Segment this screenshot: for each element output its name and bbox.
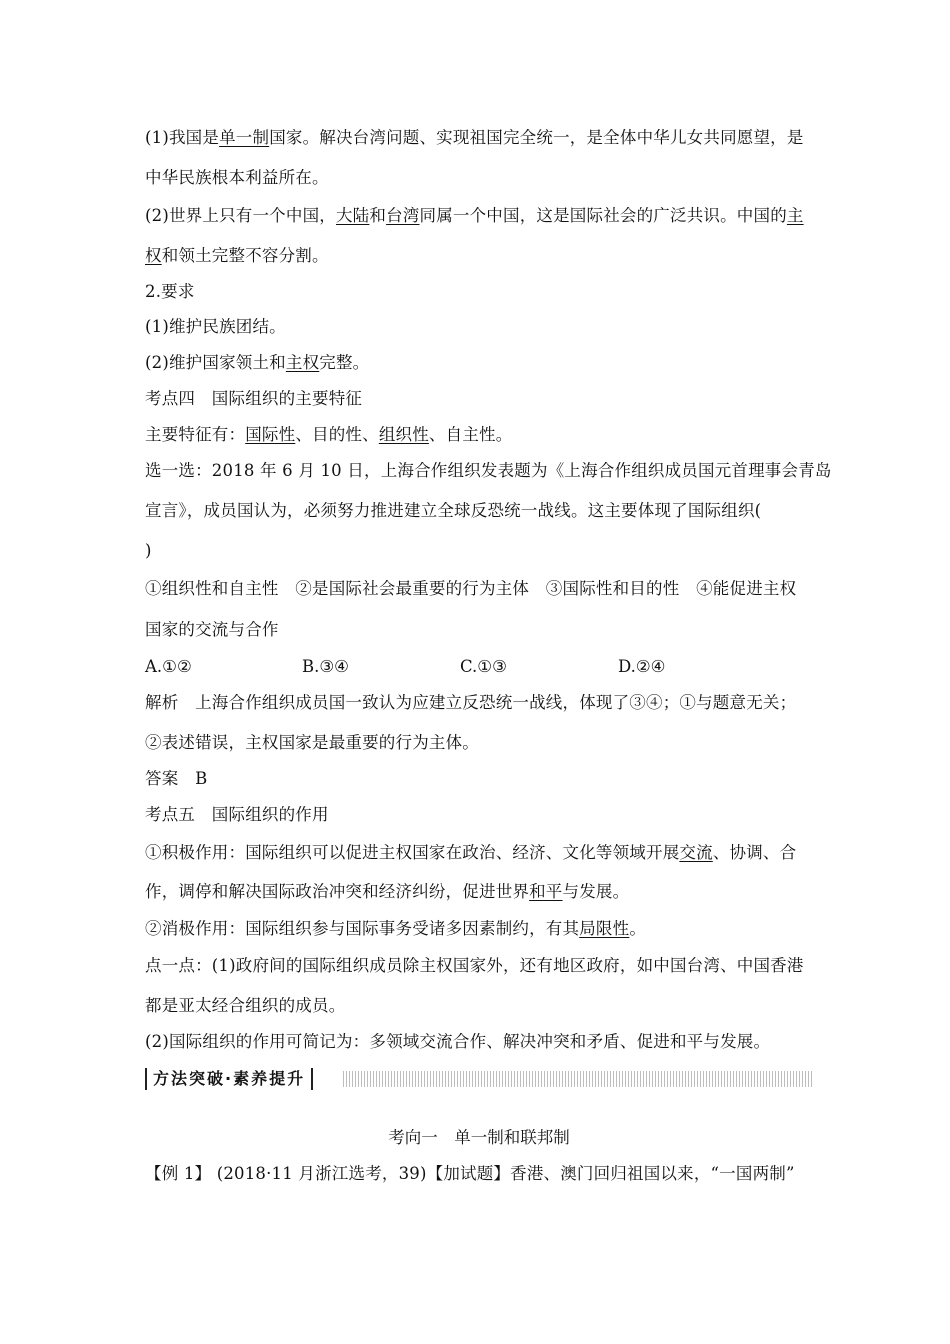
paragraph-line: (1)维护民族团结。	[145, 317, 286, 336]
option-c: C.①③	[460, 657, 507, 676]
text: 主要特征有：	[145, 425, 246, 444]
question-line: 国家的交流与合作	[145, 620, 279, 639]
text: 和	[369, 206, 387, 225]
text: 同属一个中国，这是国际社会的广泛共识。中国的	[419, 206, 787, 225]
note-line: 点一点：(1)政府间的国际组织成员除主权国家外，还有地区政府，如中国台湾、中国香港	[145, 956, 804, 975]
paragraph-line	[145, 881, 629, 903]
option-d: D.②④	[618, 657, 666, 676]
paragraph-line	[145, 352, 369, 374]
paragraph-line	[145, 205, 804, 227]
text: 、自主性。	[428, 425, 513, 444]
section-heading: 2.要求	[145, 282, 195, 301]
text: 、目的性、	[295, 425, 379, 444]
underlined-answer: 大陆	[335, 206, 370, 225]
underlined-answer: 国际性	[245, 425, 296, 444]
question-line: 宣言》，成员国认为，必须努力推进建立全球反恐统一战线。这主要体现了国际组织(	[145, 501, 762, 520]
text: ②消极作用：国际组织参与国际事务受诸多因素制约，有其	[145, 919, 580, 938]
text: (2)世界上只有一个中国，	[145, 206, 336, 225]
paragraph-line	[145, 842, 796, 864]
topic-heading: 考点五 国际组织的作用	[145, 805, 329, 824]
underlined-answer: 交流	[679, 843, 713, 862]
topic-heading: 考点四 国际组织的主要特征	[145, 389, 363, 408]
answer-line: 答案 B	[145, 769, 208, 788]
text: ①积极作用：国际组织可以促进主权国家在政治、经济、文化等领域开展	[145, 843, 680, 862]
text: 。	[629, 919, 647, 938]
paragraph-line	[145, 424, 512, 446]
paragraph-line	[145, 918, 646, 940]
underlined-answer: 主权	[285, 353, 320, 372]
text: 与发展。	[562, 882, 630, 901]
option-a: A.①②	[145, 657, 192, 676]
text: 完整。	[319, 353, 370, 372]
paragraph-line	[145, 245, 329, 267]
section-banner	[145, 1068, 813, 1090]
analysis-line: 解析 上海合作组织成员国一致认为应建立反恐统一战线，体现了③④；①与题意无关；	[145, 693, 797, 712]
paragraph-line	[145, 127, 804, 149]
example-line: 【例 1】 (2018·11 月浙江选考，39)【加试题】香港、澳门回归祖国以来，“一国两制”	[145, 1164, 795, 1183]
question-line: )	[145, 541, 152, 560]
underlined-answer: 局限性	[579, 919, 630, 938]
text: (1)我国是	[145, 128, 220, 147]
banner-hatch	[343, 1071, 813, 1087]
underlined-answer: 组织性	[378, 425, 429, 444]
underlined-answer: 主	[786, 206, 804, 225]
note-line: (2)国际组织的作用可简记为：多领域交流合作、解决冲突和矛盾、促进和平与发展。	[145, 1032, 771, 1051]
underlined-answer: 权	[145, 246, 162, 265]
text: 作，调停和解决国际政治冲突和经济纠纷，促进世界	[145, 882, 530, 901]
underlined-answer: 台湾	[386, 206, 420, 225]
paragraph-line: 中华民族根本利益所在。	[145, 168, 329, 187]
text: 、协调、合	[712, 843, 797, 862]
analysis-line: ②表述错误，主权国家是最重要的行为主体。	[145, 733, 479, 752]
note-line: 都是亚太经合组织的成员。	[145, 996, 346, 1015]
text: (2)维护国家领土和	[145, 353, 286, 372]
underlined-answer: 和平	[529, 882, 563, 901]
text: 和领土完整不容分割。	[161, 246, 329, 265]
banner-label: 方法突破·素养提升	[145, 1068, 313, 1090]
question-line: ①组织性和自主性 ②是国际社会最重要的行为主体 ③国际性和目的性 ④能促进主权	[145, 579, 797, 598]
underlined-answer: 单一制	[219, 128, 270, 147]
subsection-heading: 考向一 单一制和联邦制	[388, 1128, 570, 1147]
option-b: B.③④	[302, 657, 349, 676]
text: 国家。解决台湾问题、实现祖国完全统一，是全体中华儿女共同愿望，是	[269, 128, 804, 147]
question-line: 选一选：2018 年 6 月 10 日，上海合作组织发表题为《上海合作组织成员国元首理事会青岛	[145, 461, 832, 480]
